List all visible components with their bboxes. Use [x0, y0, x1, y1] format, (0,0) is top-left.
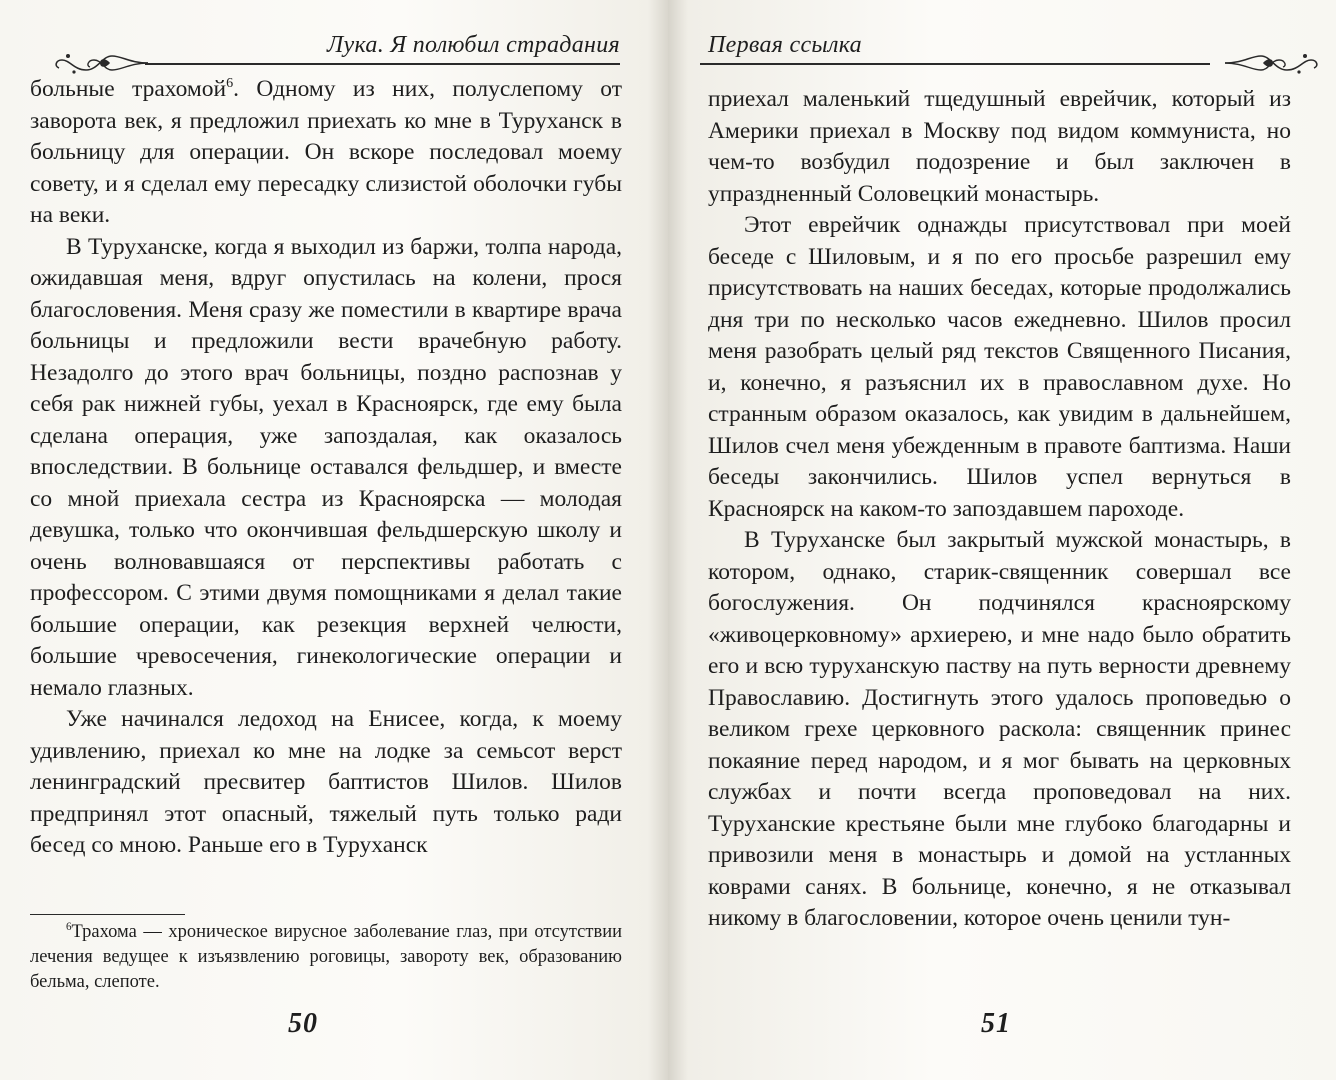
footnote-separator [30, 914, 185, 915]
running-head-left [50, 30, 620, 70]
running-head-title: Первая ссылка [708, 32, 862, 58]
main-text [30, 74, 622, 862]
running-head-rule [700, 63, 1210, 65]
paragraph: В Туруханске был закрытый мужской монастырь, в котором, однако, старик-священник совершал все богослужения. Он подчинялся красноярскому «живоцерковному» архиерею, и мне надо было обратить его и всю туруханскую паству на путь верности древнему Православию. Достигнуть этого удалось проповедью о великом грехе церковного раскола: священник принес покаяние перед народом, и я мог бывать на церковных службах и почти всегда проповедовал на них. Туруханские крестьяне были мне глубоко благодарны и привозили меня в монастырь и домой на устланных коврами санях. В больнице, конечно, я не отказывал никому в благословении, которое очень ценили тун- [708, 527, 1291, 931]
paragraph [30, 74, 622, 232]
footnote-text: Трахома — хроническое вирусное заболевание глаз, при отсутствии лечения ведущее к изъязвлению роговицы, завороту век, образованию бельма, слепоте. [30, 922, 622, 992]
ornament-flourish-icon [1223, 46, 1323, 80]
footnote [30, 920, 622, 995]
page-number: 50 [288, 1008, 318, 1039]
paragraph: Этот еврейчик однажды присутствовал при моей беседе с Шиловым, и я по его просьбе разрешил ему присутствовать на наших беседах, которые продолжались дня три по несколько часов ежедневно. Шилов просил меня разобрать целый ряд текстов Священного Писания, и, конечно, я разъяснил их в православном духе. Но странным образом оказалось, как увидим в дальнейшем, Шилов счел меня убежденным в правоте баптизма. Наши беседы закончились. Шилов успел вернуться в Красноярск на каком-то запоздавшем пароходе. [708, 212, 1291, 522]
running-head-rule [145, 63, 620, 65]
main-text [708, 84, 1291, 935]
paragraph: Уже начинался ледоход на Енисее, когда, к моему удивлению, приехал ко мне на лодке за семьсот верст ленинградский пресвитер баптистов Шилов. Шилов предпринял этот опасный, тяжелый путь только ради бесед со мною. Раньше его в Туруханск [30, 706, 622, 858]
running-head-right [668, 30, 1268, 70]
paragraph-text: больные трахомой [30, 76, 227, 102]
paragraph: приехал маленький тщедушный еврейчик, который из Америки приехал в Москву под видом коммуниста, но чем-то возбудил подозрение и был заключен в упраздненный Соловецкий монастырь. [708, 86, 1291, 207]
running-head-title: Лука. Я полюбил страдания [326, 32, 620, 58]
footnote-reference: 6 [226, 75, 234, 92]
paragraph-text: . Одному из них, полуслепому от заворота век, я предложил приехать ко мне в Туруханск в больницу для операции. Он вскоре последовал моему совету, и я сделал ему пересадку слизистой оболочки губы на веки. [30, 76, 623, 228]
page-number: 51 [981, 1008, 1011, 1039]
right-page [668, 0, 1336, 1080]
footnote-marker: 6 [66, 920, 72, 933]
paragraph: В Туруханске, когда я выходил из баржи, толпа народа, ожидавшая меня, вдруг опустилась на колени, прося благословения. Меня сразу же поместили в квартире врача больницы и предложили вести врачебную работу. Незадолго до этого врач больницы, поздно распознав у себя рак нижней губы, уехал в Красноярск, где ему была сделана операция, уже запоздалая, как оказалось впоследствии. В больнице оставался фельдшер, и вместе со мной приехала сестра из Красноярска — молодая девушка, только что окончившая фельдшерскую школу и очень волновавшаяся от перспективы работать с профессором. С этими двумя помощниками я делал такие большие операции, как резекция верхней челюсти, большие чревосечения, гинекологические операции и немало глазных. [30, 233, 622, 701]
